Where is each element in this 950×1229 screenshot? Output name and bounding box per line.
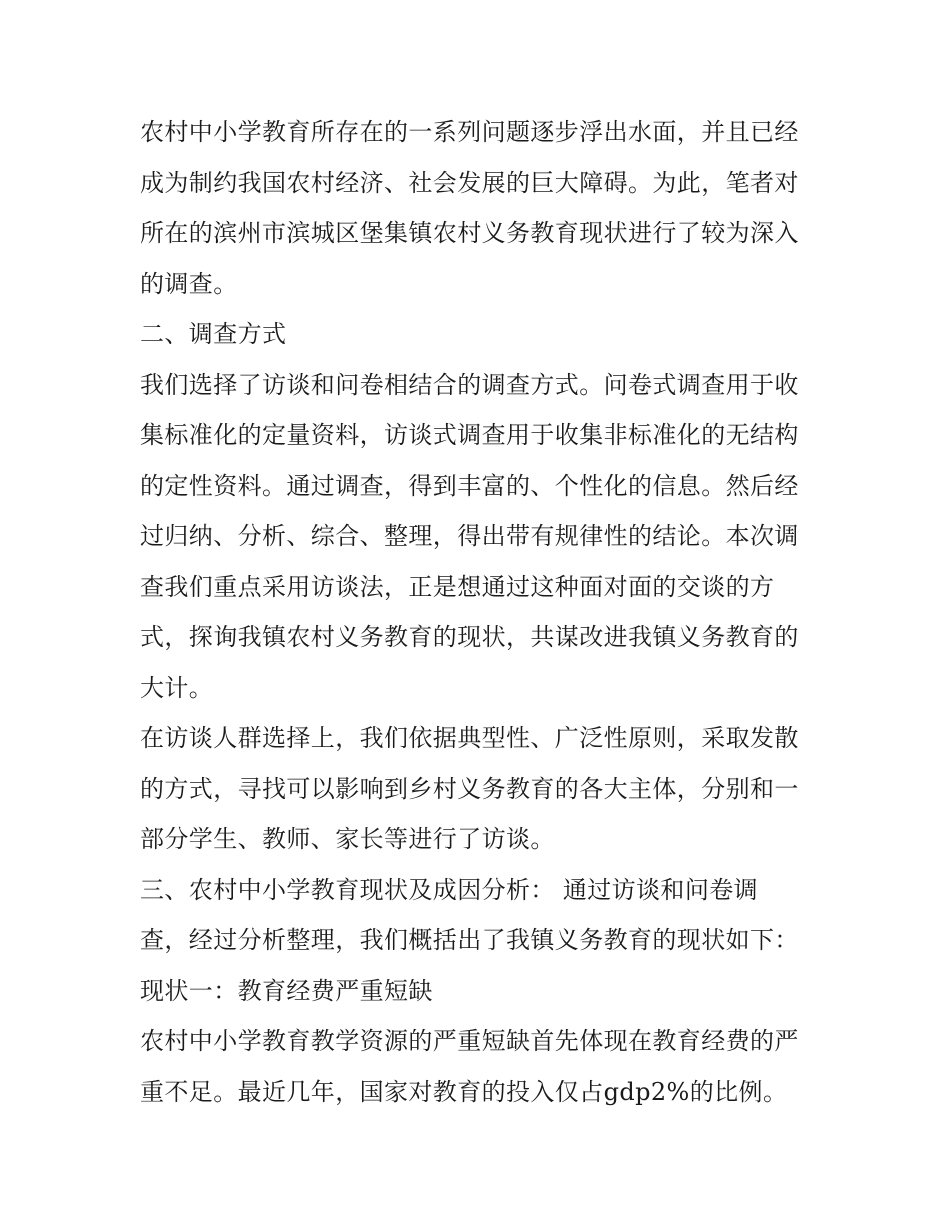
text-line: 成为制约我国农村经济、社会发展的巨大障碍。为此，笔者对 xyxy=(140,169,799,197)
subsection-heading: 现状一：教育经费严重短缺 xyxy=(140,977,433,1005)
text-line: 部分学生、教师、家长等进行了访谈。 xyxy=(140,825,555,853)
text-line: 式，探询我镇农村义务教育的现状，共谋改进我镇义务教育的 xyxy=(140,623,799,651)
text-line: 在访谈人群选择上，我们依据典型性、广泛性原则，采取发散 xyxy=(140,724,799,752)
text-line: 过归纳、分析、综合、整理，得出带有规律性的结论。本次调 xyxy=(140,522,799,550)
text-line: 集标准化的定量资料，访谈式调查用于收集非标准化的无结构 xyxy=(140,421,799,449)
text-line: 所在的滨州市滨城区堡集镇农村义务教育现状进行了较为深入 xyxy=(140,219,799,247)
section-heading: 二、调查方式 xyxy=(140,320,287,348)
text-line: 的定性资料。通过调查，得到丰富的、个性化的信息。然后经 xyxy=(140,472,799,500)
text-line: 我们选择了访谈和问卷相结合的调查方式。问卷式调查用于收 xyxy=(140,371,799,399)
text-line: 的方式，寻找可以影响到乡村义务教育的各大主体，分别和一 xyxy=(140,775,799,803)
text-line: 查，经过分析整理，我们概括出了我镇义务教育的现状如下： xyxy=(140,926,799,954)
text-line: 农村中小学教育教学资源的严重短缺首先体现在教育经费的严 xyxy=(140,1027,799,1055)
text-line: 重不足。最近几年，国家对教育的投入仅占gdp2%的比例。 xyxy=(140,1078,788,1106)
text-line: 查我们重点采用访谈法，正是想通过这种面对面的交谈的方 xyxy=(140,573,775,601)
text-line: 大计。 xyxy=(140,674,214,702)
section-heading: 三、农村中小学教育现状及成因分析： 通过访谈和问卷调 xyxy=(140,876,759,904)
text-line: 的调查。 xyxy=(140,270,238,298)
text-line: 农村中小学教育所存在的一系列问题逐步浮出水面，并且已经 xyxy=(140,118,799,146)
